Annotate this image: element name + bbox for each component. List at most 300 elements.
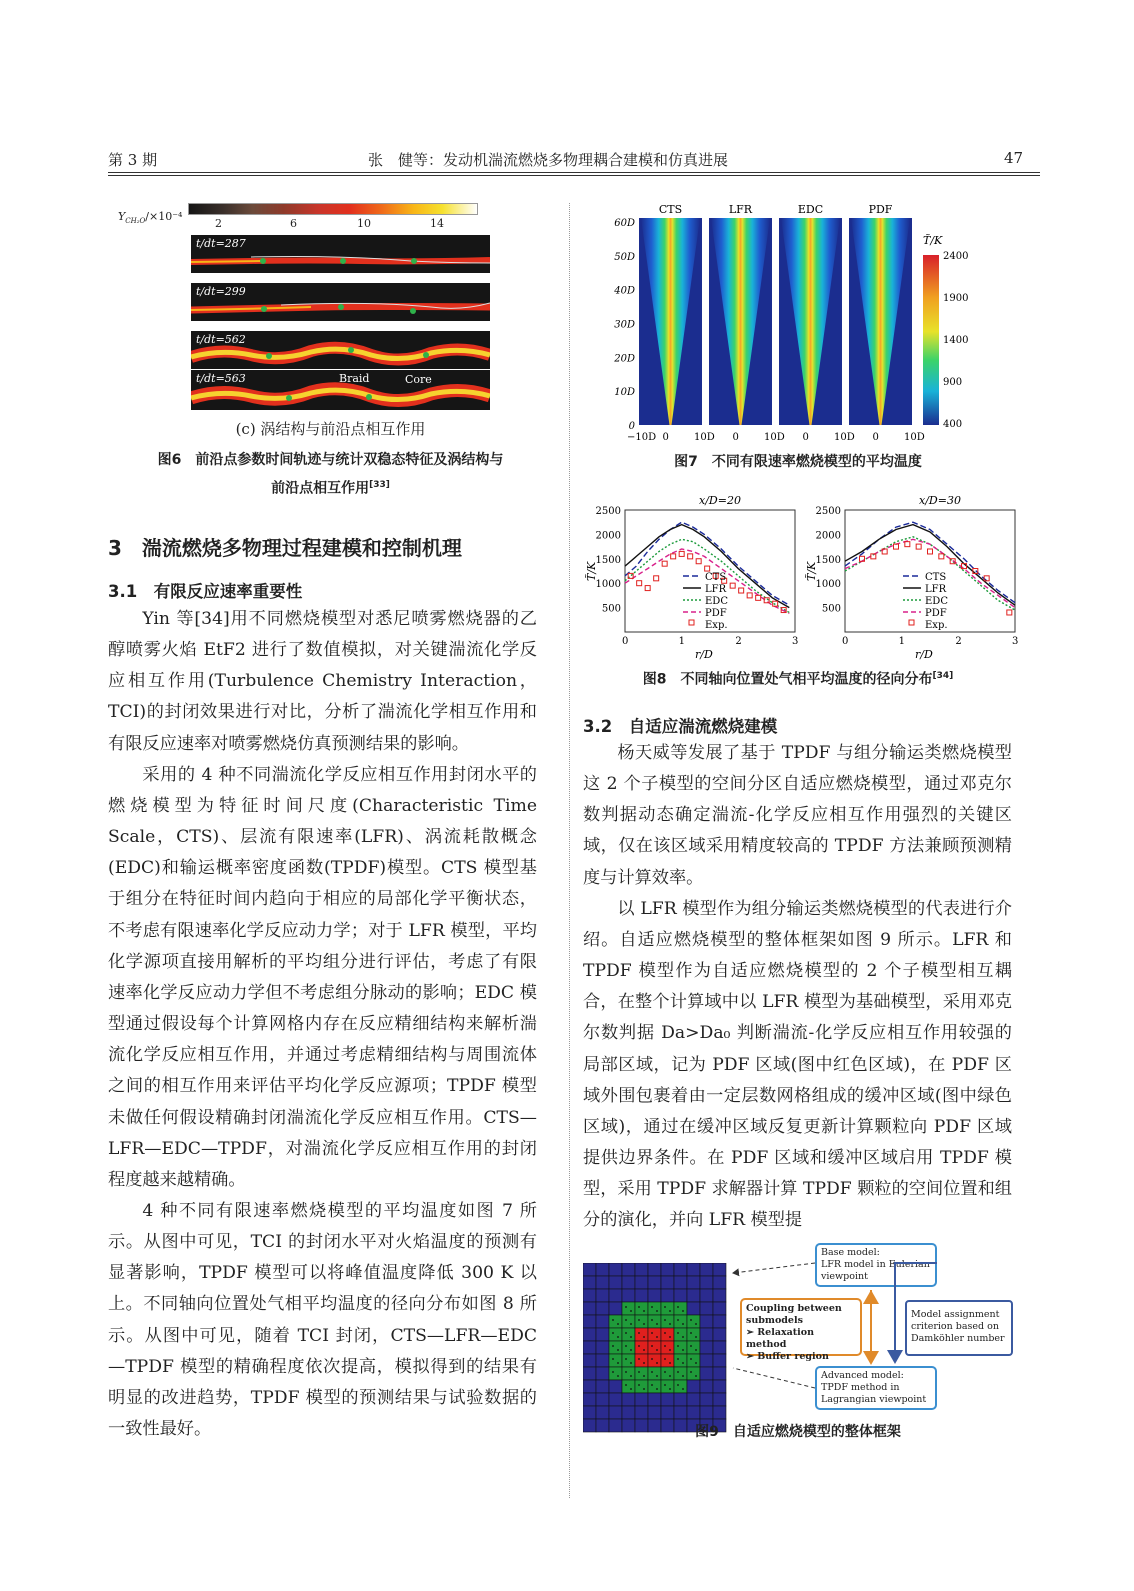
colorbar-label: $Y_{CH_2O}/\times 10^{-4}$ — [118, 210, 183, 226]
mesh-cell — [583, 1328, 596, 1341]
mesh-cell — [596, 1393, 609, 1406]
particle-dot — [695, 1375, 697, 1377]
particle-dot — [664, 1371, 666, 1373]
mesh-cell — [700, 1289, 713, 1302]
panel-title: LFR — [728, 203, 753, 216]
mesh-cell — [661, 1367, 674, 1380]
mesh-cell — [609, 1276, 622, 1289]
paragraph: 以 LFR 模型作为组分输运类燃烧模型的代表进行介绍。自适应燃烧模型的整体框架如图 9 所示。LFR 和 TPDF 模型作为自适应燃烧模型的 2 个子模型相互耦合，在整个计算域中以 LFR 模型为基础模型，采用邓克尔数判据 Da>Da₀ 判断湍流-化学反应相互作用较强的局部区域，记为 PDF 区域(图中红色区域)，在 PDF 区域外围包裹着由一定层数网格组成的缓冲区域(图中绿色区域)，通过在缓冲区域反复更新计算颗粒向 PDF 区域提供边界条件。在 PDF 区域和缓冲区域启用 TPDF 模型，采用 TPDF 求解器计算 TPDF 颗粒的空间位置和组分的演化，并向 LFR 模型提 — [583, 898, 1012, 1231]
mesh-cell — [596, 1380, 609, 1393]
page-number: 47 — [1004, 149, 1024, 167]
exp-point — [696, 559, 701, 564]
particle-dot — [643, 1362, 645, 1364]
mesh-cell — [687, 1393, 700, 1406]
particle-dot — [664, 1332, 666, 1334]
x-tick: 0 — [662, 432, 669, 443]
mesh-cell — [674, 1393, 687, 1406]
particle-dot — [625, 1332, 627, 1334]
mesh-cell — [648, 1315, 661, 1328]
y-tick: 2000 — [595, 530, 621, 542]
vortex-strip-4: t/dt=563 Braid Core — [191, 370, 490, 410]
legend-label: CTS — [705, 572, 727, 583]
paragraph: Yin 等[34]用不同燃烧模型对悉尼喷雾燃烧器的乙醇喷雾火焰 EtF2 进行了数值模拟，对关键湍流化学反应相互作用(Turbulence Chemistry Interaction，TCI)的封闭效果进行对比，分析了湍流化学相互作用和有限反应速率对喷雾燃烧仿真预测结果的影响。 — [108, 609, 537, 754]
x-axis-label: r/D — [915, 648, 933, 661]
mesh-cell — [622, 1393, 635, 1406]
mesh-cell — [713, 1276, 726, 1289]
mesh-cell — [622, 1276, 635, 1289]
vortex-strip-1: t/dt=287 — [191, 235, 490, 273]
particle-dot — [630, 1375, 632, 1377]
mesh-cell — [596, 1367, 609, 1380]
mesh-cell — [700, 1263, 713, 1276]
mesh-cell — [596, 1263, 609, 1276]
exp-point — [671, 554, 676, 559]
mesh-cell — [661, 1406, 674, 1419]
mesh-cell — [713, 1289, 726, 1302]
particle-dot — [690, 1319, 692, 1321]
mesh-cell — [635, 1328, 648, 1341]
exp-point — [662, 561, 667, 566]
mesh-cell — [635, 1406, 648, 1419]
mesh-cell — [700, 1406, 713, 1419]
particle-dot — [617, 1362, 619, 1364]
mesh-cell — [674, 1367, 687, 1380]
particle-dot — [682, 1388, 684, 1390]
mesh-cell — [622, 1380, 635, 1393]
coupling-box: Coupling between submodels ➢ Relaxation method ➢ Buffer region — [740, 1298, 862, 1356]
mesh-cell — [622, 1328, 635, 1341]
particle-dot — [695, 1336, 697, 1338]
particle-dot — [625, 1358, 627, 1360]
mesh-cell — [622, 1341, 635, 1354]
particle-dot — [643, 1375, 645, 1377]
base-model-box: Base model: LFR model in Eulerian viewpoint — [815, 1243, 937, 1287]
mesh-cell — [583, 1315, 596, 1328]
legend-label: Exp. — [705, 620, 728, 631]
braid-label: Braid — [339, 372, 370, 385]
particle-dot — [690, 1332, 692, 1334]
particle-dot — [643, 1349, 645, 1351]
particle-dot — [625, 1319, 627, 1321]
mesh-cell — [609, 1263, 622, 1276]
mesh-cell — [635, 1276, 648, 1289]
mesh-cell — [661, 1380, 674, 1393]
figure-6-subcaption: (c) 涡结构与前沿点相互作用 — [235, 420, 426, 438]
x-tick: 10D — [904, 432, 925, 443]
x-tick: 2 — [735, 636, 742, 647]
exp-point — [1007, 610, 1012, 615]
mesh-cell — [622, 1263, 635, 1276]
mesh-cell — [596, 1341, 609, 1354]
particle-dot — [643, 1310, 645, 1312]
legend-label: EDC — [925, 596, 948, 607]
particle-dot — [651, 1332, 653, 1334]
figure-9 — [583, 1238, 1023, 1413]
mesh-cell — [674, 1406, 687, 1419]
y-tick: 50D — [614, 251, 635, 263]
y-tick: 2000 — [815, 530, 841, 542]
y-tick: 1000 — [815, 579, 841, 591]
mesh-cell — [622, 1354, 635, 1367]
figure-7 — [583, 200, 1023, 445]
colorbar — [188, 203, 478, 215]
y-tick: 1500 — [815, 554, 841, 566]
mesh-cell — [713, 1406, 726, 1419]
particle-dot — [643, 1336, 645, 1338]
particle-dot — [643, 1388, 645, 1390]
mesh-cell — [609, 1328, 622, 1341]
running-title: 张 健等：发动机湍流燃烧多物理耦合建模和仿真进展 — [368, 151, 729, 169]
mesh-cell — [661, 1315, 674, 1328]
x-tick: 0 — [872, 432, 879, 443]
particle-dot — [677, 1371, 679, 1373]
mesh-cell — [713, 1302, 726, 1315]
particle-dot — [630, 1310, 632, 1312]
particle-dot — [617, 1336, 619, 1338]
x-tick: 0 — [732, 432, 739, 443]
particle-dot — [630, 1349, 632, 1351]
exp-point — [739, 588, 744, 593]
mesh-cell — [609, 1315, 622, 1328]
exp-point — [645, 586, 650, 591]
particle-dot — [638, 1319, 640, 1321]
issue-number: 第 3 期 — [108, 151, 158, 169]
mesh-cell — [687, 1289, 700, 1302]
mesh-grid — [583, 1263, 728, 1435]
particle-dot — [612, 1345, 614, 1347]
exp-point — [730, 583, 735, 588]
y-tick: 2500 — [815, 506, 841, 517]
mesh-cell — [687, 1341, 700, 1354]
y-tick: 2500 — [595, 506, 621, 517]
exp-point — [747, 593, 752, 598]
header-rule-top — [108, 172, 1040, 173]
left-column-text — [108, 604, 537, 1445]
mesh-cell — [700, 1367, 713, 1380]
mesh-cell — [713, 1393, 726, 1406]
particle-dot — [677, 1332, 679, 1334]
mesh-cell — [648, 1276, 661, 1289]
particle-dot — [664, 1319, 666, 1321]
mesh-cell — [622, 1289, 635, 1302]
particle-dot — [638, 1371, 640, 1373]
mesh-cell — [687, 1315, 700, 1328]
legend-label: LFR — [705, 584, 727, 595]
legend-label: LFR — [925, 584, 947, 595]
y-tick: 1000 — [595, 579, 621, 591]
legend-marker — [909, 620, 914, 625]
particle-dot — [643, 1323, 645, 1325]
legend-label: CTS — [925, 572, 947, 583]
mesh-cell — [583, 1393, 596, 1406]
mesh-cell — [648, 1328, 661, 1341]
particle-dot — [656, 1310, 658, 1312]
x-tick: 0 — [802, 432, 809, 443]
exp-point — [637, 581, 642, 586]
mesh-cell — [674, 1302, 687, 1315]
mesh-cell — [661, 1276, 674, 1289]
mesh-cell — [635, 1380, 648, 1393]
particle-dot — [656, 1388, 658, 1390]
mesh-cell — [700, 1276, 713, 1289]
figure-8-caption: 图8 不同轴向位置处气相平均温度的径向分布[34] — [642, 671, 954, 688]
mesh-cell — [583, 1289, 596, 1302]
panel-title: CTS — [658, 203, 683, 216]
paragraph: 杨天威等发展了基于 TPDF 与组分输运类燃烧模型这 2 个子模型的空间分区自适应燃烧模型，通过邓克尔数判据动态确定湍流-化学反应相互作用强烈的关键区域，仅在该区域采用精度较高的 TPDF 方法兼顾预测精度与计算效率。 — [583, 743, 1012, 888]
mesh-cell — [635, 1302, 648, 1315]
mesh-cell — [661, 1341, 674, 1354]
particle-dot — [682, 1336, 684, 1338]
mesh-cell — [622, 1315, 635, 1328]
mesh-cell — [648, 1406, 661, 1419]
mesh-cell — [596, 1354, 609, 1367]
particle-dot — [677, 1358, 679, 1360]
particle-dot — [664, 1306, 666, 1308]
y-tick: 40D — [614, 285, 635, 297]
particle-dot — [669, 1375, 671, 1377]
x-tick: 3 — [1012, 636, 1019, 647]
mesh-cell — [583, 1380, 596, 1393]
mesh-cell — [661, 1289, 674, 1302]
y-tick: 500 — [601, 603, 621, 615]
criterion-box: Model assignment criterion based on Damköhler number — [905, 1300, 1013, 1356]
mesh-cell — [687, 1406, 700, 1419]
mesh-cell — [661, 1328, 674, 1341]
mesh-cell — [700, 1341, 713, 1354]
exp-point — [654, 576, 659, 581]
particle-dot — [651, 1371, 653, 1373]
particle-dot — [617, 1349, 619, 1351]
mesh-cell — [596, 1328, 609, 1341]
mesh-cell — [687, 1380, 700, 1393]
mesh-cell — [661, 1393, 674, 1406]
particle-dot — [664, 1345, 666, 1347]
mesh-cell — [674, 1289, 687, 1302]
mesh-cell — [635, 1367, 648, 1380]
mesh-cell — [635, 1289, 648, 1302]
mesh-cell — [661, 1263, 674, 1276]
x-tick: 10D — [834, 432, 855, 443]
mesh-cell — [687, 1354, 700, 1367]
particle-dot — [625, 1306, 627, 1308]
section-3-1-heading: 3.1 有限反应速率重要性 — [108, 582, 303, 601]
mesh-cell — [687, 1263, 700, 1276]
particle-dot — [682, 1375, 684, 1377]
x-tick: 2 — [955, 636, 962, 647]
particle-dot — [651, 1358, 653, 1360]
y-tick: 0 — [628, 421, 635, 432]
colorbar-tick: 2400 — [943, 251, 969, 262]
mesh-cell — [596, 1406, 609, 1419]
particle-dot — [677, 1306, 679, 1308]
particle-dot — [669, 1310, 671, 1312]
mesh-cell — [609, 1289, 622, 1302]
particle-dot — [682, 1362, 684, 1364]
particle-dot — [651, 1306, 653, 1308]
particle-dot — [656, 1349, 658, 1351]
mesh-cell — [583, 1341, 596, 1354]
colorbar-tick: 14 — [430, 217, 444, 230]
particle-dot — [617, 1375, 619, 1377]
particle-dot — [695, 1323, 697, 1325]
figure-8 — [583, 492, 1023, 662]
panel-title: EDC — [797, 203, 824, 216]
y-axis-label: T̃/K — [805, 561, 818, 581]
exp-point — [939, 554, 944, 559]
mesh-cell — [713, 1367, 726, 1380]
particle-dot — [625, 1384, 627, 1386]
mesh-cell — [609, 1393, 622, 1406]
mesh-cell — [713, 1380, 726, 1393]
mesh-cell — [609, 1367, 622, 1380]
mesh-cell — [635, 1341, 648, 1354]
colorbar — [923, 255, 939, 425]
particle-dot — [669, 1388, 671, 1390]
colorbar-tick: 900 — [943, 377, 963, 388]
mesh-cell — [674, 1341, 687, 1354]
particle-dot — [638, 1332, 640, 1334]
particle-dot — [625, 1345, 627, 1347]
particle-dot — [695, 1362, 697, 1364]
particle-dot — [656, 1336, 658, 1338]
y-tick: 30D — [614, 319, 635, 331]
mesh-cell — [661, 1354, 674, 1367]
figure-6-caption: 图6 前沿点参数时间轨迹与统计双稳态特征及涡结构与 前沿点相互作用[33] — [157, 452, 504, 497]
mesh-cell — [674, 1276, 687, 1289]
particle-dot — [617, 1323, 619, 1325]
particle-dot — [630, 1388, 632, 1390]
mesh-cell — [622, 1367, 635, 1380]
particle-dot — [656, 1375, 658, 1377]
particle-dot — [677, 1384, 679, 1386]
mesh-cell — [674, 1328, 687, 1341]
exp-point — [688, 554, 693, 559]
mesh-cell — [661, 1302, 674, 1315]
header-rule-bottom — [108, 175, 1040, 176]
particle-dot — [638, 1358, 640, 1360]
x-axis-label: r/D — [695, 648, 713, 661]
x-tick: −10D — [627, 432, 657, 443]
mesh-cell — [609, 1406, 622, 1419]
mesh-cell — [700, 1380, 713, 1393]
mesh-cell — [583, 1302, 596, 1315]
particle-dot — [625, 1371, 627, 1373]
mesh-cell — [622, 1406, 635, 1419]
advanced-model-box: Advanced model: TPDF method in Lagrangian viewpoint — [815, 1366, 937, 1410]
colorbar-tick: 2 — [215, 217, 222, 230]
paragraph: 采用的 4 种不同湍流化学反应相互作用封闭水平的燃烧模型为特征时间尺度(Characteristic Time Scale，CTS)、层流有限速率(LFR)、涡流耗散概念(EDC)和输运概率密度函数(TPDF)模型。CTS 模型基于组分在特征时间内趋向于相应的局部化学平衡状态，不考虑有限速率化学反应动力学；对于 LFR 模型，平均化学源项直接用解析的平均组分进行评估，考虑了有限速率化学反应动力学但不考虑组分脉动的影响；EDC 模型通过假设每个计算网格内存在反应精细结构来解析湍流化学反应相互作用，并通过考虑精细结构与周围流体之间的相互作用来评估平均化学反应源项；TPDF 模型未做任何假设精确封闭湍流化学反应相互作用。CTS—LFR—EDC—TPDF，对湍流化学反应相互作用的封闭程度越来越精确。 — [108, 764, 537, 1190]
mesh-cell — [713, 1263, 726, 1276]
particle-dot — [682, 1323, 684, 1325]
colorbar-tick: 1900 — [943, 293, 969, 304]
y-tick: 20D — [614, 353, 635, 365]
right-column-text — [583, 738, 1012, 1237]
section-3-2-heading: 3.2 自适应湍流燃烧建模 — [583, 717, 778, 736]
x-tick: 3 — [792, 636, 799, 647]
particle-dot — [682, 1349, 684, 1351]
legend-label: PDF — [925, 608, 947, 619]
mesh-cell — [648, 1393, 661, 1406]
particle-dot — [651, 1345, 653, 1347]
colorbar-tick: 400 — [943, 419, 963, 430]
chart-title: x/D=30 — [919, 494, 961, 507]
particle-dot — [656, 1323, 658, 1325]
mesh-cell — [583, 1276, 596, 1289]
figure-9-caption: 图9 自适应燃烧模型的整体框架 — [695, 1424, 901, 1440]
particle-dot — [677, 1319, 679, 1321]
exp-point — [705, 566, 710, 571]
colorbar-tick: 6 — [290, 217, 297, 230]
mesh-cell — [648, 1341, 661, 1354]
mesh-cell — [583, 1406, 596, 1419]
particle-dot — [664, 1358, 666, 1360]
chart-title: x/D=20 — [699, 494, 741, 507]
column-divider — [569, 203, 570, 1498]
mesh-cell — [596, 1315, 609, 1328]
mesh-cell — [687, 1302, 700, 1315]
mesh-cell — [648, 1302, 661, 1315]
mesh-cell — [687, 1367, 700, 1380]
x-tick: 10D — [694, 432, 715, 443]
legend-label: EDC — [705, 596, 728, 607]
x-tick: 1 — [898, 636, 906, 647]
mesh-cell — [635, 1393, 648, 1406]
exp-point — [679, 551, 684, 556]
particle-dot — [669, 1349, 671, 1351]
x-tick: 1 — [678, 636, 686, 647]
mesh-cell — [687, 1276, 700, 1289]
mesh-cell — [583, 1263, 596, 1276]
mesh-cell — [674, 1354, 687, 1367]
y-axis-label: T̃/K — [585, 561, 598, 581]
y-tick: 1500 — [595, 554, 621, 566]
section-3-heading: 3 湍流燃烧多物理过程建模和控制机理 — [108, 536, 462, 560]
mesh-cell — [648, 1380, 661, 1393]
particle-dot — [651, 1319, 653, 1321]
particle-dot — [612, 1358, 614, 1360]
mesh-cell — [713, 1328, 726, 1341]
mesh-cell — [648, 1367, 661, 1380]
mesh-cell — [700, 1393, 713, 1406]
colorbar-tick: 10 — [357, 217, 371, 230]
particle-dot — [638, 1345, 640, 1347]
mesh-cell — [609, 1341, 622, 1354]
exp-point — [916, 544, 921, 549]
mesh-cell — [700, 1354, 713, 1367]
particle-dot — [669, 1336, 671, 1338]
mesh-cell — [635, 1354, 648, 1367]
mesh-cell — [583, 1367, 596, 1380]
particle-dot — [669, 1362, 671, 1364]
vortex-strip-2: t/dt=299 — [191, 283, 490, 321]
colorbar-label: T̃/K — [923, 234, 943, 247]
mesh-cell — [622, 1302, 635, 1315]
particle-dot — [630, 1323, 632, 1325]
mesh-cell — [674, 1380, 687, 1393]
y-tick: 60D — [614, 218, 635, 229]
particle-dot — [669, 1323, 671, 1325]
core-label: Core — [405, 373, 432, 386]
mesh-cell — [674, 1315, 687, 1328]
particle-dot — [690, 1371, 692, 1373]
x-tick: 0 — [622, 636, 629, 647]
vortex-strip-3: t/dt=562 — [191, 331, 490, 369]
x-tick: 0 — [842, 636, 849, 647]
particle-dot — [630, 1336, 632, 1338]
mesh-cell — [609, 1354, 622, 1367]
mesh-cell — [700, 1302, 713, 1315]
y-tick: 500 — [821, 603, 841, 615]
